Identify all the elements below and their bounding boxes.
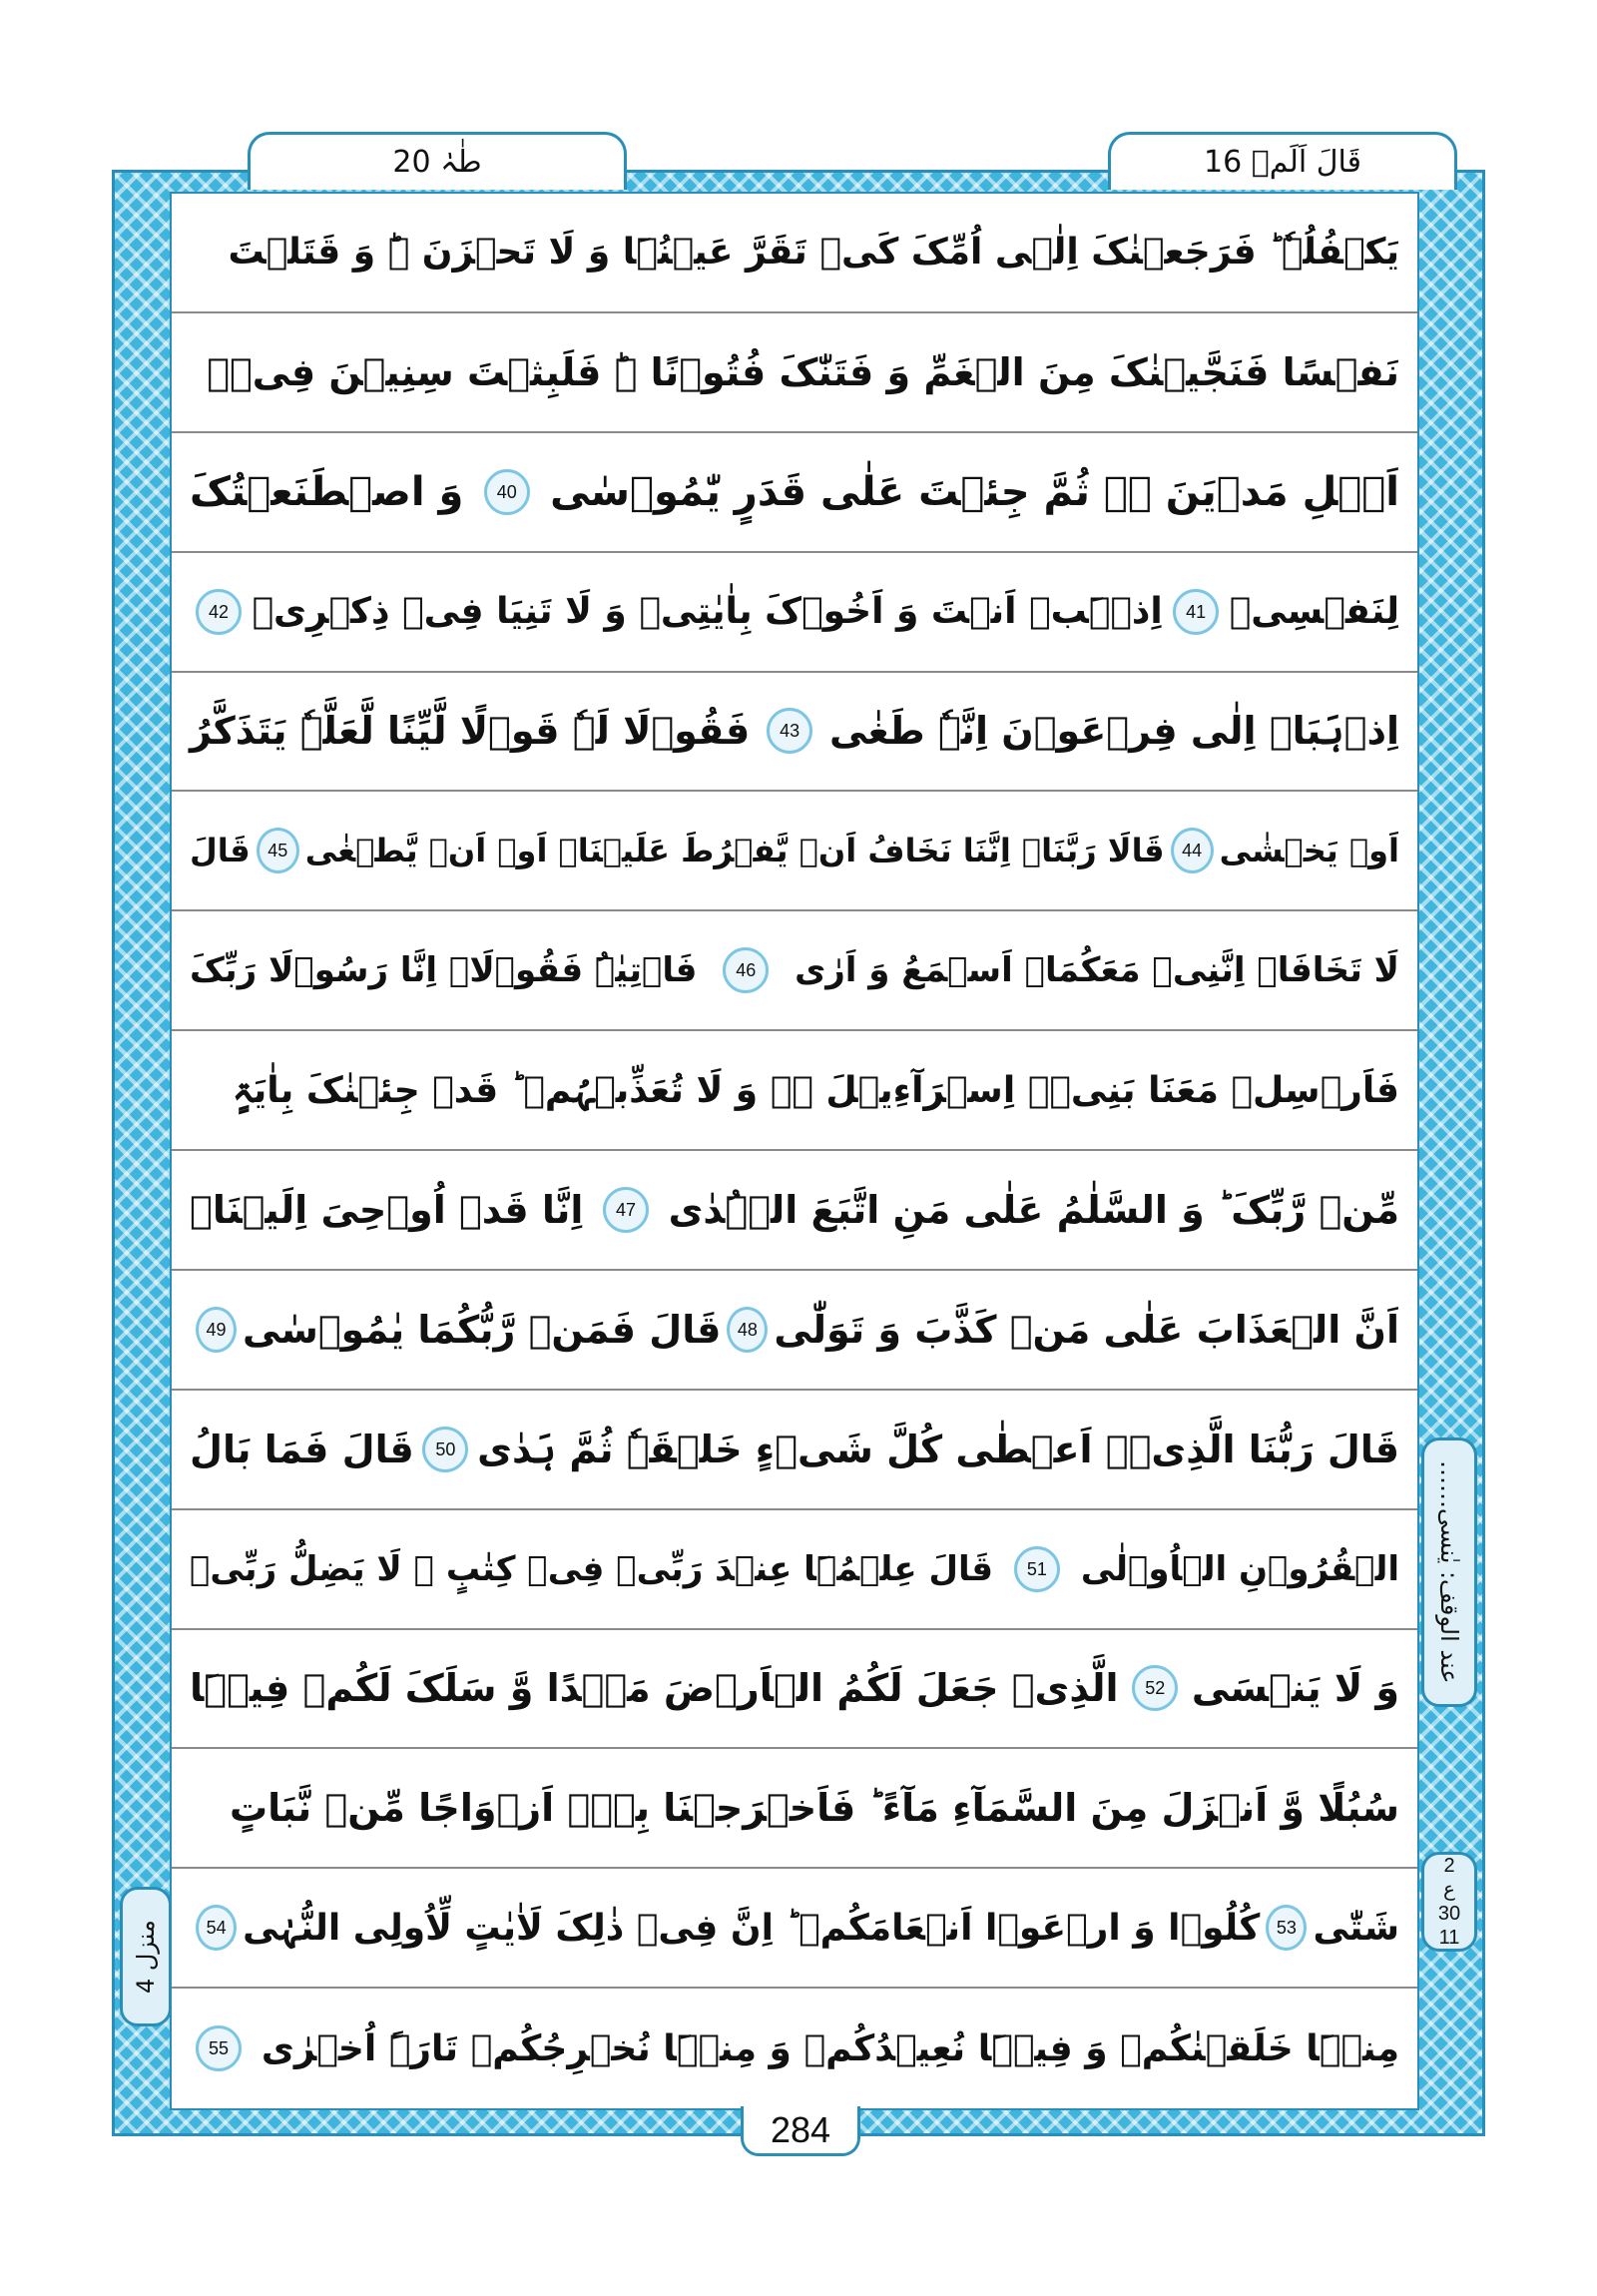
text-line [172,1510,1417,1630]
verse-text: اَوۡ یَخۡشٰی [1219,832,1399,870]
quran-text-area [172,194,1417,2108]
verse-text: اَنَّ الۡعَذَابَ عَلٰی مَنۡ کَذَّبَ وَ تَوَلّٰی [774,1307,1399,1352]
ayah-number-marker: 45 [257,828,299,873]
text-line [172,792,1417,911]
verse-text: الَّذِیۡ جَعَلَ لَکُمُ الۡاَرۡضَ مَہۡدًا وَّ سَلَکَ لَکُمۡ فِیۡہَا [190,1666,1119,1711]
text-line [172,1391,1417,1510]
page-number: 284 [741,2106,860,2156]
text-line [172,1869,1417,1989]
verse-text: قَالَ فَمَنۡ رَّبُّکُمَا یٰمُوۡسٰی [243,1307,722,1352]
verse-text: یَکۡفُلُہٗ ؕ فَرَجَعۡنٰکَ اِلٰۤی اُمِّکَ کَیۡ تَقَرَّ عَیۡنُہَا وَ لَا تَحۡزَنَ ۬ؕ وَ قَتَلۡتَ [228,232,1399,274]
ayah-number-marker: 46 [723,947,769,993]
verse-text: مِنۡہَا خَلَقۡنٰکُمۡ وَ فِیۡہَا نُعِیۡدُکُمۡ وَ مِنۡہَا نُخۡرِجُکُمۡ تَارَۃً اُخۡرٰی [261,2027,1399,2069]
ayah-number-marker: 40 [484,469,530,515]
verse-text: اِذۡہَبَاۤ اِلٰی فِرۡعَوۡنَ اِنَّہٗ طَغٰی [829,709,1399,754]
text-line [172,1749,1417,1869]
ayah-number-marker: 52 [1132,1665,1178,1711]
ayah-number-marker: 48 [727,1307,768,1353]
text-line [172,553,1417,673]
ayah-number-marker: 44 [1171,828,1214,873]
verse-text: مِّنۡ رَّبِّکَ ؕ وَ السَّلٰمُ عَلٰی مَنِ اتَّبَعَ الۡہُدٰی [668,1187,1399,1232]
ruku-mid: 30 [1437,1903,1461,1925]
text-line [172,1989,1417,2108]
verse-text: لَا تَخَافَاۤ اِنَّنِیۡ مَعَکُمَاۤ اَسۡمَعُ وَ اَرٰی [795,950,1399,991]
ruku-bottom: 11 [1438,1927,1460,1949]
manzil-label: منزل 4 [120,1887,172,2026]
verse-text: شَتّٰی [1313,1907,1399,1949]
verse-text: وَ لَا یَنۡسَی [1191,1666,1399,1711]
ruku-marker [1421,1852,1477,1952]
verse-text: نَفۡسًا فَنَجَّیۡنٰکَ مِنَ الۡغَمِّ وَ فَتَنّٰکَ فُتُوۡنًا ۬ؕ فَلَبِثۡتَ سِنِیۡنَ فِیۡۤ [207,349,1399,394]
verse-text: قَالَ [190,832,251,870]
text-line [172,433,1417,553]
ayah-number-marker: 54 [196,1905,237,1951]
verse-text: اِذۡہَبۡ اَنۡتَ وَ اَخُوۡکَ بِاٰیٰتِیۡ وَ لَا تَنِیَا فِیۡ ذِکۡرِیۡ [252,591,1163,633]
ayah-number-marker: 42 [196,589,242,635]
surah-name-label: طٰہٰ 20 [248,132,627,190]
verse-text: قَالَ عِلۡمُہَا عِنۡدَ رَبِّیۡ فِیۡ کِتٰبٍ ۚ لَا یَضِلُّ رَبِّیۡ [190,1548,994,1589]
verse-text: قَالَ رَبُّنَا الَّذِیۡۤ اَعۡطٰی کُلَّ شَیۡءٍ خَلۡقَہٗ ثُمَّ ہَدٰی [477,1427,1399,1471]
text-line [172,1630,1417,1750]
ayah-number-marker: 55 [196,2025,242,2071]
text-line [172,1271,1417,1391]
verse-text: الۡقُرُوۡنِ الۡاُوۡلٰی [1080,1548,1399,1589]
ruku-symbol: ع [1443,1879,1455,1901]
text-line [172,1151,1417,1271]
verse-text: اِنَّا قَدۡ اُوۡحِیَ اِلَیۡنَاۤ [190,1187,584,1232]
ayah-number-marker: 47 [603,1187,649,1233]
text-line [172,313,1417,433]
ayah-number-marker: 49 [196,1307,237,1353]
text-line [172,194,1417,313]
waqf-note: ……عند الوقف: یٰنسی [1421,1437,1477,1707]
verse-text: قَالَ فَمَا بَالُ [190,1427,414,1471]
ayah-number-marker: 53 [1266,1905,1307,1951]
text-line [172,1031,1417,1151]
verse-text: فَاۡتِیٰہُ فَقُوۡلَاۤ اِنَّا رَسُوۡلَا رَبِّکَ [190,950,698,991]
verse-text: کُلُوۡا وَ ارۡعَوۡا اَنۡعَامَکُمۡ ؕ اِنَّ فِیۡ ذٰلِکَ لَاٰیٰتٍ لِّاُولِی النُّہٰی [243,1907,1261,1949]
verse-text: فَاَرۡسِلۡ مَعَنَا بَنِیۡۤ اِسۡرَآءِیۡلَ ۬ۙ وَ لَا تُعَذِّبۡہُمۡ ؕ قَدۡ جِئۡنٰکَ بِاٰیَۃٍ [232,1069,1399,1111]
ruku-top: 2 [1443,1855,1455,1877]
verse-text: فَقُوۡلَا لَہٗ قَوۡلًا لَّیِّنًا لَّعَلَّہٗ یَتَذَکَّرُ [190,709,751,754]
ayah-number-marker: 50 [422,1427,468,1472]
text-line [172,673,1417,793]
verse-text: لِنَفۡسِیۡ [1229,591,1399,633]
ayah-number-marker: 41 [1173,589,1219,635]
verse-text: اَہۡلِ مَدۡیَنَ ۬ۙ ثُمَّ جِئۡتَ عَلٰی قَدَرٍ یّٰمُوۡسٰی [550,468,1399,515]
para-name-label: قَالَ اَلَمۡ 16 [1108,132,1457,190]
verse-text: وَ اصۡطَنَعۡتُکَ [190,468,464,515]
verse-text: قَالَا رَبَّنَاۤ اِنَّنَا نَخَافُ اَنۡ یَّفۡرُطَ عَلَیۡنَاۤ اَوۡ اَنۡ یَّطۡغٰی [304,832,1165,870]
ayah-number-marker: 43 [767,708,812,754]
ayah-number-marker: 51 [1014,1546,1060,1592]
text-line [172,911,1417,1031]
verse-text: سُبُلًا وَّ اَنۡزَلَ مِنَ السَّمَآءِ مَآءً ؕ فَاَخۡرَجۡنَا بِہٖۤ اَزۡوَاجًا مِّنۡ نَّبَاتٍ [229,1786,1399,1831]
